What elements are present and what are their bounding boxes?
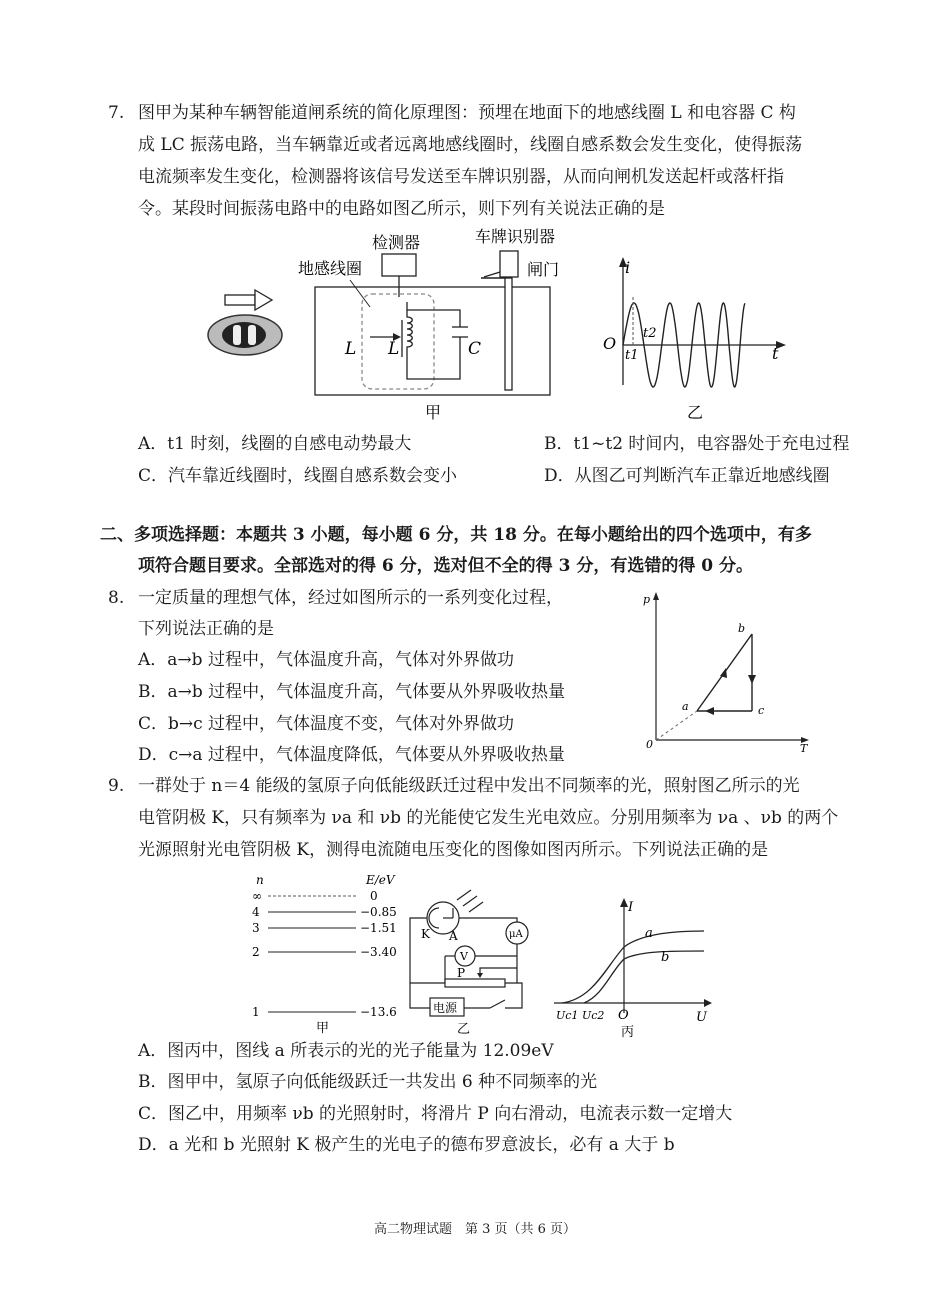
Uc2-label: Uc2 bbox=[582, 1009, 605, 1022]
q7-number: 7. bbox=[108, 103, 125, 123]
q8-pT-graph bbox=[640, 590, 815, 755]
point-c-label: c bbox=[758, 704, 765, 717]
origin-label: O bbox=[603, 334, 617, 353]
label-uA: μA bbox=[509, 929, 523, 940]
fig-bing-caption: 丙 bbox=[621, 1025, 635, 1040]
label-V: V bbox=[460, 950, 468, 963]
detector-box bbox=[382, 254, 416, 276]
inductor-L-inner: L bbox=[388, 339, 400, 359]
level-n-1: 1 bbox=[252, 1005, 260, 1019]
point-b-label: b bbox=[738, 622, 746, 635]
plate-reader-box bbox=[500, 251, 518, 277]
origin-label: O bbox=[618, 1008, 629, 1023]
Uc1-label: Uc1 bbox=[556, 1009, 579, 1022]
q7-figure-yi bbox=[595, 255, 790, 427]
q9-energy-levels bbox=[248, 870, 408, 1038]
detector-label: 检测器 bbox=[372, 233, 421, 252]
q7-figure-jia bbox=[200, 222, 565, 427]
plate-reader-label: 车牌识别器 bbox=[475, 227, 556, 246]
q8-option-c[interactable]: C．b→c 过程中，气体温度不变，气体对外界做功 bbox=[138, 714, 515, 734]
origin-label: 0 bbox=[646, 738, 653, 751]
q8-option-d[interactable]: D．c→a 过程中，气体温度降低，气体要从外界吸收热量 bbox=[138, 745, 565, 765]
n-header: n bbox=[256, 873, 264, 887]
level-E-1: −13.6 bbox=[360, 1005, 397, 1019]
curve-a bbox=[562, 931, 704, 1003]
axis-i-label: i bbox=[625, 258, 631, 277]
level-n-3: 3 bbox=[252, 921, 260, 935]
car-icon bbox=[208, 315, 282, 355]
q7-stem-line-2: 成 LC 振荡电路，当车辆靠近或者远离地感线圈时，线圈自感系数会发生变化，使得振荡 bbox=[138, 135, 803, 155]
fig-jia-caption: 甲 bbox=[316, 1021, 330, 1036]
level-n-2: 2 bbox=[252, 945, 260, 959]
q8-option-a[interactable]: A．a→b 过程中，气体温度升高，气体对外界做功 bbox=[138, 650, 514, 670]
level-E-inf: 0 bbox=[370, 889, 378, 903]
q7-option-a[interactable]: A．t1 时刻，线圈的自感电动势最大 bbox=[138, 434, 412, 454]
q8-number: 8. bbox=[108, 588, 125, 608]
q9-stem-line-3: 光源照射光电管阴极 K，测得电流随电压变化的图像如图丙所示。下列说法正确的是 bbox=[138, 840, 769, 860]
car-direction-arrow-icon bbox=[225, 290, 272, 310]
label-K: K bbox=[421, 927, 430, 941]
point-a-label: a bbox=[682, 700, 689, 713]
q9-iv-graph bbox=[548, 895, 718, 1040]
q9-option-c[interactable]: C．图乙中，用频率 νb 的光照射时，将滑片 P 向右滑动，电流表示数一定增大 bbox=[138, 1104, 733, 1124]
q7-stem-line-3: 电流频率发生变化，检测器将该信号发送至车牌识别器，从而向闸机发送起杆或落杆指 bbox=[138, 167, 784, 187]
E-header: E/eV bbox=[366, 873, 395, 887]
q7-option-c[interactable]: C．汽车靠近线圈时，线圈自感系数会变小 bbox=[138, 466, 458, 486]
coil-label: 地感线圈 bbox=[298, 259, 363, 278]
section2-heading-line-1: 二、多项选择题：本题共 3 小题，每小题 6 分，共 18 分。在每小题给出的四个选项中，有多 bbox=[100, 525, 812, 545]
axis-I-label: I bbox=[628, 900, 634, 915]
axis-t-label: t bbox=[772, 344, 779, 363]
label-A: A bbox=[449, 929, 458, 943]
curve-a-label: a bbox=[645, 926, 653, 941]
inductor-L-outer: L bbox=[345, 339, 357, 359]
q9-stem-line-1: 一群处于 n＝4 能级的氢原子向低能级跃迁过程中发出不同频率的光，照射图乙所示的光 bbox=[138, 776, 800, 796]
section2-heading-line-2: 项符合题目要求。全部选对的得 6 分，选对但不全的得 3 分，有选错的得 0 分。 bbox=[138, 556, 753, 576]
q7-option-d[interactable]: D．从图乙可判断汽车正靠近地感线圈 bbox=[544, 466, 830, 486]
fig-yi-caption: 乙 bbox=[457, 1022, 471, 1037]
gate-pole bbox=[505, 278, 512, 390]
label-source: 电源 bbox=[433, 1001, 458, 1015]
fig-jia-caption: 甲 bbox=[425, 403, 442, 422]
capacitor-C: C bbox=[468, 339, 482, 359]
cathode-K bbox=[429, 908, 439, 928]
lc-circuit bbox=[402, 302, 468, 379]
q9-stem-line-2: 电管阴极 K，只有频率为 νa 和 νb 的光能使它发生光电效应。分别用频率为 νa 、νb 的两个 bbox=[138, 808, 839, 828]
level-E-3: −1.51 bbox=[360, 921, 397, 935]
q9-option-a[interactable]: A．图丙中，图线 a 所表示的光的光子能量为 12.09eV bbox=[138, 1041, 554, 1061]
q7-stem-line-1: 图甲为某种车辆智能道闸系统的简化原理图：预埋在地面下的地感线圈 L 和电容器 C 构 bbox=[138, 103, 796, 123]
q8-option-b[interactable]: B．a→b 过程中，气体温度升高，气体要从外界吸收热量 bbox=[138, 682, 566, 702]
fig-yi-caption: 乙 bbox=[687, 403, 704, 422]
axis-p-label: p bbox=[643, 593, 651, 606]
rheostat bbox=[445, 979, 505, 987]
q9-phototube-circuit bbox=[405, 878, 545, 1038]
t1-label: t1 bbox=[625, 348, 639, 363]
q8-stem-line-1: 一定质量的理想气体，经过如图所示的一系列变化过程， bbox=[138, 588, 563, 608]
level-n-inf: ∞ bbox=[252, 889, 262, 903]
curve-b bbox=[584, 951, 704, 1003]
axis-T-label: T bbox=[800, 742, 808, 755]
q9-option-b[interactable]: B．图甲中，氢原子向低能级跃迁一共发出 6 种不同频率的光 bbox=[138, 1072, 598, 1092]
q9-number: 9. bbox=[108, 776, 125, 796]
q7-stem-line-4: 令。某段时间振荡电路中的电路如图乙所示，则下列有关说法正确的是 bbox=[138, 199, 665, 219]
level-E-4: −0.85 bbox=[360, 905, 397, 919]
level-n-4: 4 bbox=[252, 905, 260, 919]
page-footer: 高二物理试题 第 3 页（共 6 页） bbox=[373, 1222, 577, 1237]
level-E-2: −3.40 bbox=[360, 945, 397, 959]
q8-stem-line-2: 下列说法正确的是 bbox=[138, 619, 274, 639]
label-P: P bbox=[457, 966, 466, 980]
curve-b-label: b bbox=[661, 950, 670, 965]
gate-label: 闸门 bbox=[527, 260, 560, 279]
t2-label: t2 bbox=[643, 326, 657, 341]
axis-U-label: U bbox=[696, 1010, 707, 1025]
q9-option-d[interactable]: D．a 光和 b 光照射 K 极产生的光电子的德布罗意波长，必有 a 大于 b bbox=[138, 1135, 675, 1155]
q7-option-b[interactable]: B．t1~t2 时间内，电容器处于充电过程 bbox=[544, 434, 850, 454]
